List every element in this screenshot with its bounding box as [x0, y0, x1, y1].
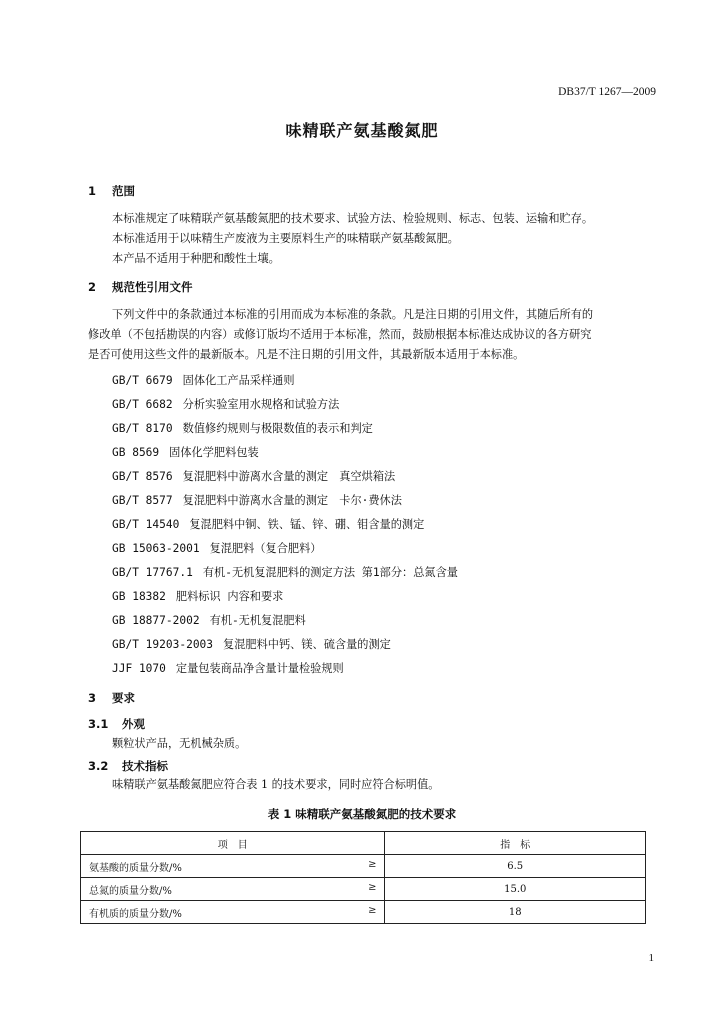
- scope-paragraph: 本标准适用于以味精生产废液为主要原料生产的味精联产氨基酸氮肥。: [112, 232, 459, 245]
- reference-title: 固体化学肥料包装: [169, 446, 259, 459]
- reference-code: GB 18382: [112, 590, 166, 603]
- reference-code: GB/T 6682: [112, 398, 173, 411]
- reference-item: [112, 492, 402, 508]
- references-intro-line: 下列文件中的条款通过本标准的引用而成为本标准的条款。凡是注日期的引用文件，其随后所有的: [112, 308, 594, 321]
- reference-title: 有机-无机复混肥料: [209, 614, 306, 627]
- section-title: 范围: [112, 184, 136, 198]
- reference-item: [112, 468, 395, 484]
- reference-title: 复混肥料中钙、镁、硫含量的测定: [223, 638, 391, 651]
- section-number: 1: [88, 184, 97, 198]
- reference-title: 数值修约规则与极限数值的表示和判定: [182, 422, 373, 435]
- table-row: [81, 855, 646, 878]
- reference-title: 复混肥料中铜、铁、锰、锌、硼、钼含量的测定: [189, 518, 425, 531]
- column-header-item: 项 目: [81, 832, 385, 855]
- reference-item: [112, 516, 424, 532]
- page-title: 味精联产氨基酸氮肥: [285, 121, 439, 140]
- references-intro-line: 修改单（不包括勘误的内容）或修订版均不适用于本标准，然而，鼓励根据本标准达成协议的各方研究: [88, 328, 592, 341]
- comparison-operator: ≥: [368, 904, 377, 916]
- comparison-operator: ≥: [368, 858, 377, 870]
- document-code: DB37/T 1267—2009: [558, 86, 656, 98]
- item-cell: [81, 878, 385, 901]
- reference-title: 复混肥料中游离水含量的测定 卡尔·费休法: [182, 494, 402, 507]
- section-number: 2: [88, 280, 97, 294]
- section-1-heading: [88, 183, 135, 199]
- table-caption: 表 1 味精联产氨基酸氮肥的技术要求: [267, 807, 457, 821]
- scope-paragraph: 本产品不适用于种肥和酸性土壤。: [112, 252, 280, 265]
- reference-title: 分析实验室用水规格和试验方法: [182, 398, 340, 411]
- reference-item: [112, 444, 259, 460]
- comparison-operator: ≥: [368, 881, 377, 893]
- reference-code: GB/T 8170: [112, 422, 173, 435]
- reference-code: GB/T 8576: [112, 470, 173, 483]
- reference-code: GB 15063-2001: [112, 542, 200, 555]
- reference-code: GB/T 14540: [112, 518, 180, 531]
- reference-title: 定量包装商品净含量计量检验规则: [175, 662, 344, 675]
- reference-code: GB 8569: [112, 446, 160, 459]
- table-header-row: [81, 832, 646, 855]
- reference-title: 有机-无机复混肥料的测定方法 第1部分：总氮含量: [202, 566, 458, 579]
- technical-requirements-table: [80, 831, 646, 924]
- item-cell: [81, 901, 385, 924]
- reference-item: [112, 588, 283, 604]
- appearance-text: 颗粒状产品，无机械杂质。: [112, 737, 247, 750]
- section-title: 要求: [112, 691, 136, 705]
- subsection-number: 3.2: [88, 759, 109, 773]
- section-title: 规范性引用文件: [112, 280, 193, 294]
- reference-code: GB 18877-2002: [112, 614, 200, 627]
- reference-item: [112, 372, 295, 388]
- section-2-heading: [88, 279, 193, 295]
- reference-item: [112, 540, 321, 556]
- reference-title: 复混肥料（复合肥料）: [209, 542, 322, 555]
- value-cell: 18: [385, 901, 646, 924]
- value-cell: 6.5: [385, 855, 646, 878]
- section-3-heading: [88, 690, 135, 706]
- column-header-index: 指 标: [385, 832, 646, 855]
- reference-title: 复混肥料中游离水含量的测定 真空烘箱法: [182, 470, 396, 483]
- reference-code: GB/T 19203-2003: [112, 638, 214, 651]
- section-number: 3: [88, 691, 97, 705]
- subsection-title: 技术指标: [122, 759, 169, 773]
- reference-code: GB/T 8577: [112, 494, 173, 507]
- value-cell: 15.0: [385, 878, 646, 901]
- reference-code: GB/T 6679: [112, 374, 173, 387]
- reference-item: [112, 396, 339, 412]
- table-row: [81, 878, 646, 901]
- reference-code: GB/T 17767.1: [112, 566, 193, 579]
- subsection-number: 3.1: [88, 717, 109, 731]
- technical-index-text: 味精联产氨基酸氮肥应符合表 1 的技术要求，同时应符合标明值。: [112, 778, 440, 791]
- page-number: 1: [648, 952, 654, 964]
- reference-code: JJF 1070: [112, 662, 166, 675]
- references-intro-line: 是否可使用这些文件的最新版本。凡是不注日期的引用文件，其最新版本适用于本标准。: [88, 348, 525, 361]
- reference-title: 肥料标识 内容和要求: [175, 590, 284, 603]
- scope-paragraph: 本标准规定了味精联产氨基酸氮肥的技术要求、试验方法、检验规则、标志、包装、运输和贮存。: [112, 212, 594, 225]
- reference-item: [112, 636, 391, 652]
- item-name: 有机质的质量分数/%: [89, 908, 182, 920]
- item-name: 氨基酸的质量分数/%: [89, 862, 182, 874]
- subsection-3-2-heading: [88, 758, 168, 774]
- item-cell: [81, 855, 385, 878]
- reference-title: 固体化工产品采样通则: [182, 374, 295, 387]
- reference-item: [112, 612, 306, 628]
- item-name: 总氮的质量分数/%: [89, 885, 172, 897]
- subsection-3-1-heading: [88, 716, 145, 732]
- subsection-title: 外观: [122, 717, 146, 731]
- table-row: [81, 901, 646, 924]
- reference-item: [112, 564, 458, 580]
- reference-item: [112, 420, 373, 436]
- reference-item: [112, 660, 344, 676]
